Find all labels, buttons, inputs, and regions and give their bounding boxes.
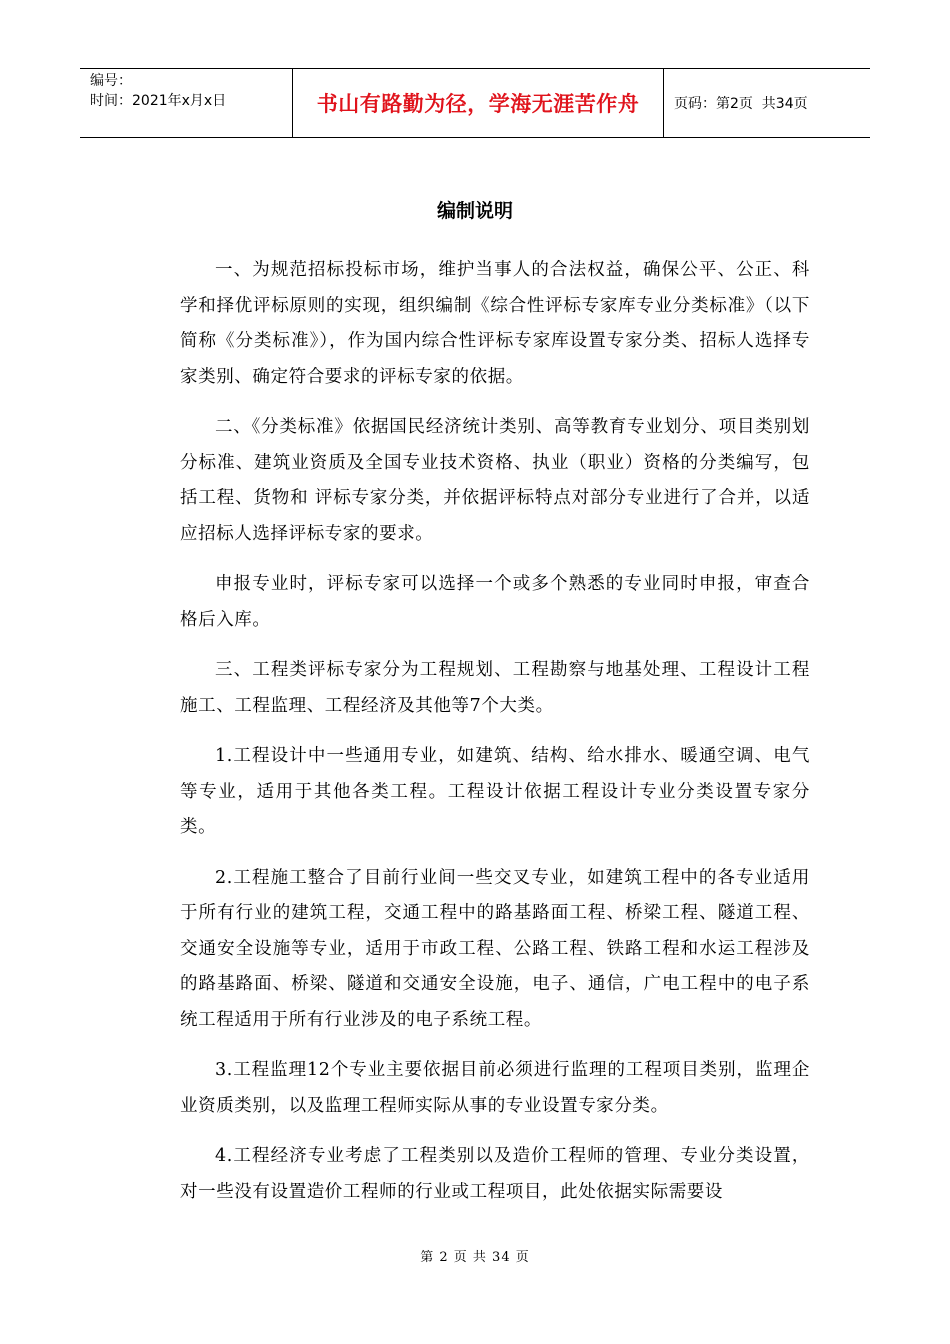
time-label: 时间：2021年x月x日 [90,93,227,109]
paragraph: 4.工程经济专业考虑了工程类别以及造价工程师的管理、专业分类设置，对一些没有设置造价工程师的行业或工程项目，此处依据实际需要设 [180,1146,810,1202]
header-page-cell [664,69,870,137]
page-footer: 第 2 页 共 34 页 [420,1250,530,1265]
paragraph: 申报专业时，评标专家可以选择一个或多个熟悉的专业同时申报，审查合格后入库。 [180,574,810,630]
paragraph: 二、《分类标准》依据国民经济统计类别、高等教育专业划分、项目类别划分标准、建筑业资质及全国专业技术资格、执业（职业）资格的分类编写，包括工程、货物和 评标专家分类，并依据评标特点对部分专业进行了合并，以适应招标人选择评标专家的要求。 [180,417,810,544]
paragraph: 3.工程监理12个专业主要依据目前必须进行监理的工程项目类别，监理企业资质类别，以及监理工程师实际从事的专业设置专家分类。 [180,1060,810,1116]
header-motto: 书山有路勤为径，学海无涯苦作舟 [293,69,664,137]
paragraph: 2.工程施工整合了目前行业间一些交叉专业，如建筑工程中的各专业适用于所有行业的建筑工程，交通工程中的路基路面工程、桥梁工程、隧道工程、交通安全设施等专业，适用于市政工程、公路工程、铁路工程和水运工程涉及的路基路面、桥梁、隧道和交通安全设施，电子、通信，广电工程中的电子系统工程适用于所有行业涉及的电子系统工程。 [180,867,810,1030]
number-label: 编号： [90,73,132,89]
paragraph: 三、工程类评标专家分为工程规划、工程勘察与地基处理、工程设计工程施工、工程监理、工程经济及其他等7个大类。 [180,660,810,716]
page-title: 编制说明 [436,200,513,222]
page-info: 页码：第2页 共34页 [674,96,808,112]
paragraph: 一、为规范招标投标市场，维护当事人的合法权益，确保公平、公正、科学和择优评标原则的实现，组织编制《综合性评标专家库专业分类标准》（以下简称《分类标准》），作为国内综合性评标专家库设置专家分类、招标人选择专家类别、确定符合要求的评标专家的依据。 [180,260,810,387]
header-meta-cell [80,69,293,137]
paragraph: 1.工程设计中一些通用专业，如建筑、结构、给水排水、暖通空调、电气等专业，适用于其他各类工程。工程设计依据工程设计专业分类设置专家分类。 [180,746,810,837]
document-body [180,253,810,1225]
header-table [80,68,870,138]
